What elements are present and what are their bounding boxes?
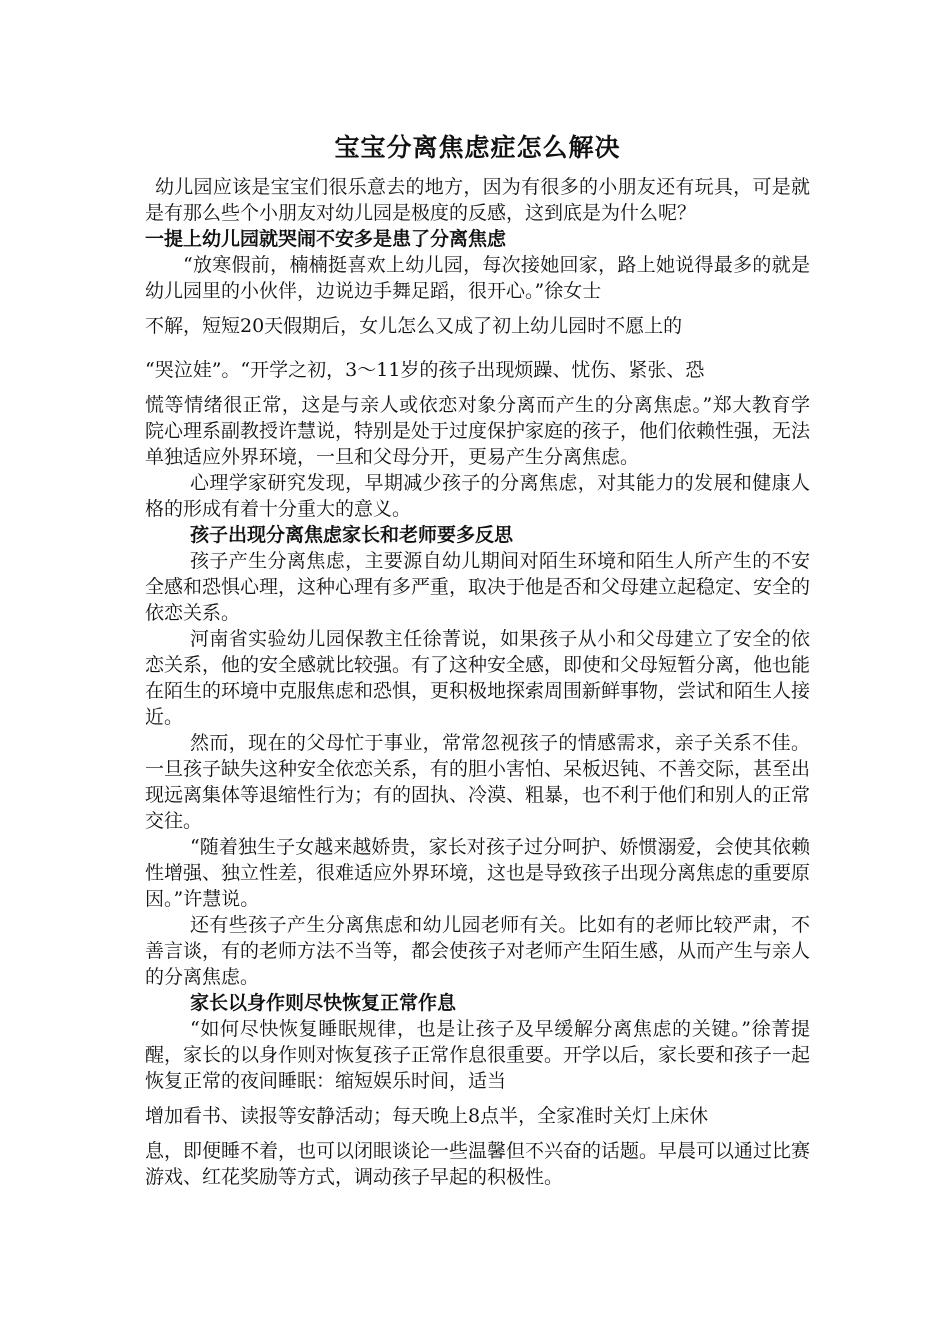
paragraph-6: “随着独生子女越来越娇贵，家长对孩子过分呵护、娇惯溺爱，会使其依赖性增强、独立性差，很难适应外界环境，这也是导致孩子出现分离焦虑的重要原因。”许慧说。 bbox=[145, 836, 811, 910]
paragraph-1-rest: 慌等情绪很正常，这是与亲人或依恋对象分离而产生的分离焦虑。”郑大教育学院心理系副教授许慧说，特别是处于过度保护家庭的孩子，他们依赖性强，无法单独适应外界环境，一旦和父母分开，更易产生分离焦虑。 bbox=[145, 394, 811, 468]
paragraph-8-line-2: 增加看书、读报等安静活动；每天晚上8点半，全家准时关灯上床休 bbox=[145, 1105, 709, 1127]
section-heading-1: 一提上幼儿园就哭闹不安多是患了分离焦虑 bbox=[145, 228, 507, 250]
paragraph-8: “如何尽快恢复睡眠规律，也是让孩子及早缓解分离焦虑的关键。”徐菁提醒，家长的以身作则对恢复孩子正常作息很重要。开学以后，家长要和孩子一起恢复正常的夜间睡眠：缩短娱乐时间，适当 bbox=[145, 1018, 811, 1092]
paragraph-1-line-2: 不解，短短20天假期后，女儿怎么又成了初上幼儿园时不愿上的 bbox=[145, 315, 683, 337]
paragraph-5: 然而，现在的父母忙于事业，常常忽视孩子的情感需求，亲子关系不佳。一旦孩子缺失这种安全依恋关系，有的胆小害怕、呆板迟钝、不善交际，甚至出现远离集体等退缩性行为；有的固执、冷漠、粗暴，也不利于他们和别人的正常交往。 bbox=[145, 732, 811, 832]
paragraph-1-line-3: “哭泣娃”。“开学之初，3～11岁的孩子出现烦躁、忧伤、紧张、恐 bbox=[145, 359, 705, 381]
paragraph-7: 还有些孩子产生分离焦虑和幼儿园老师有关。比如有的老师比较严肃，不善言谈，有的老师方法不当等，都会使孩子对老师产生陌生感，从而产生与亲人的分离焦虑。 bbox=[145, 914, 811, 988]
paragraph-8-rest: 息，即便睡不着，也可以闭眼谈论一些温馨但不兴奋的话题。早晨可以通过比赛游戏、红花奖励等方式，调动孩子早起的积极性。 bbox=[145, 1140, 811, 1188]
paragraph-4: 河南省实验幼儿园保教主任徐菁说，如果孩子从小和父母建立了安全的依恋关系，他的安全感就比较强。有了这种安全感，即使和父母短暂分离，他也能在陌生的环境中克服焦虑和恐惧，更积极地探索周围新鲜事物，尝试和陌生人接近。 bbox=[145, 628, 811, 728]
page-title: 宝宝分离焦虑症怎么解决 bbox=[334, 133, 621, 162]
paragraph-2: 心理学家研究发现，早期减少孩子的分离焦虑，对其能力的发展和健康人格的形成有着十分重大的意义。 bbox=[145, 472, 810, 520]
paragraph-3: 孩子产生分离焦虑，主要源自幼儿期间对陌生环境和陌生人所产生的不安全感和恐惧心理，这种心理有多严重，取决于他是否和父母建立起稳定、安全的依恋关系。 bbox=[145, 550, 811, 624]
section-heading-3: 家长以身作则尽快恢复正常作息 bbox=[190, 992, 457, 1014]
section-heading-2: 孩子出现分离焦虑家长和老师要多反思 bbox=[190, 524, 514, 546]
document-page bbox=[145, 128, 810, 1190]
intro-paragraph: 幼儿园应该是宝宝们很乐意去的地方，因为有很多的小朋友还有玩具，可是就是有那么些个小朋友对幼儿园是极度的反感，这到底是为什么呢？ bbox=[145, 176, 810, 224]
paragraph-1: “放寒假前，楠楠挺喜欢上幼儿园，每次接她回家，路上她说得最多的就是幼儿园里的小伙伴，边说边手舞足蹈，很开心。”徐女士 bbox=[145, 254, 810, 302]
